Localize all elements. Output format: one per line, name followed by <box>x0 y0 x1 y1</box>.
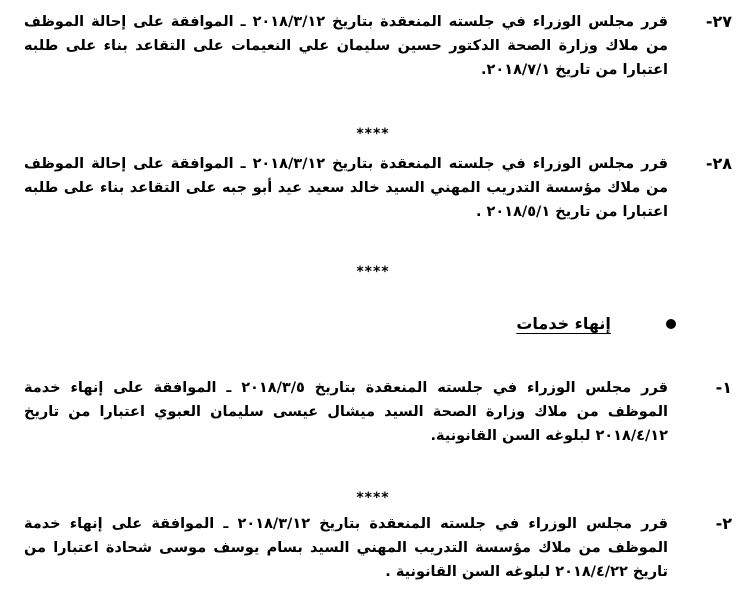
bullet-icon <box>666 319 676 329</box>
section-heading <box>516 313 676 343</box>
separator: **** <box>356 490 390 506</box>
entry-number: ٢٧- <box>705 12 732 31</box>
entry-number: ١- <box>715 378 732 397</box>
entry-number: ٢٨- <box>705 154 732 173</box>
entry-number: ٢- <box>715 514 732 533</box>
entry-text: قرر مجلس الوزراء في جلسته المنعقدة بتاريخ ٢٠١٨/٣/١٢ ـ الموافقة على إحالة الموظف من ملاك مؤسسة التدريب المهني السيد خالد سعيد عيد أبو جبه على التقاعد بناء على طلبه اعتبارا من تاريخ ٢٠١٨/٥/١ . <box>24 156 668 220</box>
entry-text: قرر مجلس الوزراء في جلسته المنعقدة بتاريخ ٢٠١٨/٣/١٢ ـ الموافقة على إحالة الموظف من ملاك وزارة الصحة الدكتور حسين سليمان علي النعيمات على التقاعد بناء على طلبه اعتبارا من تاريخ ٢٠١٨/٧/١. <box>24 14 668 78</box>
entry-text: قرر مجلس الوزراء في جلسته المنعقدة بتاريخ ٢٠١٨/٣/١٢ ـ الموافقة على إنهاء خدمة الموظف من ملاك مؤسسة التدريب المهني السيد بسام يوسف موسى شحادة اعتبارا من تاريخ ٢٠١٨/٤/٢٢ لبلوغه السن القانونية . <box>24 516 668 580</box>
entry-text: قرر مجلس الوزراء في جلسته المنعقدة بتاريخ ٢٠١٨/٣/٥ ـ الموافقة على إنهاء خدمة الموظف من ملاك وزارة الصحة السيد ميشال عيسى سليمان العبوي اعتبارا من تاريخ ٢٠١٨/٤/١٢ لبلوغه السن القانونية. <box>24 380 668 444</box>
section-title: إنهاء خدمات <box>516 314 611 333</box>
separator: **** <box>356 264 390 280</box>
separator: **** <box>356 126 390 142</box>
